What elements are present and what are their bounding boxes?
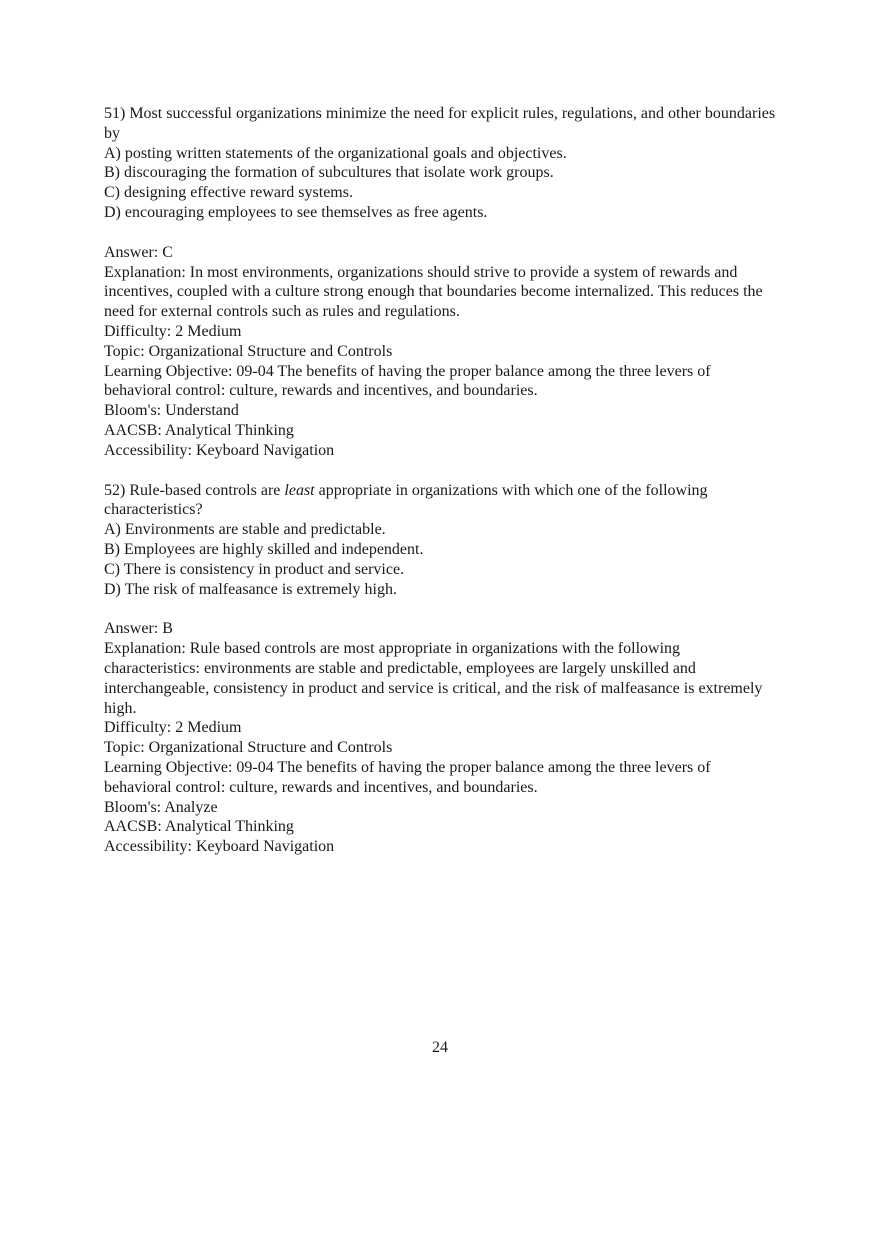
answer-block-51	[104, 243, 776, 461]
stem-emphasis: least	[284, 481, 315, 499]
aacsb: AACSB: Analytical Thinking	[104, 818, 294, 836]
spacer	[104, 461, 776, 481]
learning-objective: Learning Objective: 09-04 The benefits of having the proper balance among the three levers of behavioral control: culture, rewards and incentives, and boundaries.	[104, 758, 711, 796]
learning-objective: Learning Objective: 09-04 The benefits of having the proper balance among the three levers of behavioral control: culture, rewards and incentives, and boundaries.	[104, 362, 711, 400]
blooms: Bloom's: Understand	[104, 402, 239, 420]
option-c: C) There is consistency in product and service.	[104, 560, 405, 578]
option-a: A) posting written statements of the organizational goals and objectives.	[104, 144, 567, 162]
spacer	[104, 599, 776, 619]
answer-block-52	[104, 619, 776, 857]
option-d: D) The risk of malfeasance is extremely high.	[104, 580, 397, 598]
difficulty: Difficulty: 2 Medium	[104, 322, 242, 340]
difficulty: Difficulty: 2 Medium	[104, 719, 242, 737]
explanation: Explanation: In most environments, organizations should strive to provide a system of rewards and incentives, coupled with a culture strong enough that boundaries become internalized. This reduces the need for external controls such as rules and regulations.	[104, 263, 763, 321]
topic: Topic: Organizational Structure and Controls	[104, 739, 393, 757]
answer: Answer: C	[104, 243, 173, 261]
answer: Answer: B	[104, 620, 173, 638]
stem-text: appropriate in organizations with which one of the following characteristics?	[104, 481, 708, 519]
option-a: A) Environments are stable and predictable.	[104, 521, 386, 539]
option-c: C) designing effective reward systems.	[104, 184, 353, 202]
explanation: Explanation: Rule based controls are most appropriate in organizations with the following characteristics: environments are stable and predictable, employees are largely unskilled and interchangeable, consistency in product and service is critical, and the risk of malfeasance is extremely high.	[104, 640, 763, 717]
aacsb: AACSB: Analytical Thinking	[104, 421, 294, 439]
question-52	[104, 481, 776, 600]
option-b: B) discouraging the formation of subcultures that isolate work groups.	[104, 164, 554, 182]
spacer	[104, 223, 776, 243]
option-d: D) encouraging employees to see themselves as free agents.	[104, 203, 488, 221]
page-number: 24	[432, 1039, 448, 1056]
blooms: Bloom's: Analyze	[104, 798, 218, 816]
accessibility: Accessibility: Keyboard Navigation	[104, 441, 335, 459]
accessibility: Accessibility: Keyboard Navigation	[104, 838, 335, 856]
question-stem	[104, 481, 776, 521]
document-page	[104, 104, 776, 857]
topic: Topic: Organizational Structure and Controls	[104, 342, 393, 360]
stem-text: 52) Rule-based controls are	[104, 481, 285, 499]
question-51	[104, 104, 776, 223]
question-stem: 51) Most successful organizations minimize the need for explicit rules, regulations, and other boundaries by	[104, 105, 776, 142]
option-b: B) Employees are highly skilled and independent.	[104, 540, 424, 558]
